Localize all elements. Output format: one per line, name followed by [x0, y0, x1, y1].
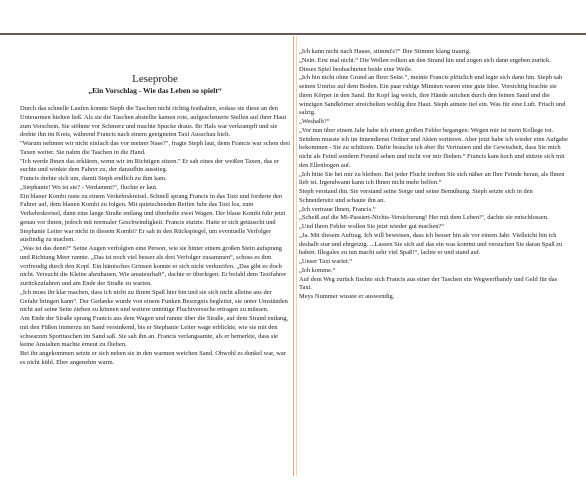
- right-paragraph: „Weshalb?“: [299, 118, 330, 125]
- left-paragraph: Bei ihr angekommen setzte er sich neben sie in den warmen weichen Sand. Obwohl es dunkel war, war es nicht kühl. Eher angenehm warm.: [20, 350, 286, 366]
- right-paragraph: Auf dem Weg zurück fischte sich Francis aus einer der Taschen ein Wegwerfhandy und Geld für das Taxi.: [299, 275, 558, 292]
- right-paragraph: „Ja. Mit diesem Auftrag. Ich will beweisen, dass ich besser bin als vor einem Jahr. Vielleicht bin ich deshalb stur und ehrgeizig. ...Lassen Sie sich auf das ein was kommt und versuchen Sie daran Spaß zu haben. Illegales zu tun macht sehr viel Spaß!“, lachte er und stand auf.: [299, 231, 563, 257]
- right-paragraph: „Ich komme.“: [299, 266, 336, 274]
- right-body: [299, 48, 569, 302]
- left-paragraph: „Ich muss ihr klar machen, dass ich nicht zu ihrem Spaß hier bin und sie sich nicht alleine aus der Gefahr bringen kann“. Der Gedanke wurde von einem Funken Besorgnis begleitet, sie unter Umständen nicht auf seine Seite ziehen zu können und weitere unnötige Fluchtversuche ertragen zu müssen.: [20, 288, 288, 314]
- header-bar: [0, 33, 586, 35]
- right-paragraph: „Ich vertraue Ihnen, Francis.“: [299, 205, 376, 213]
- left-paragraph: Am Ende der Straße sprang Francis aus dem Wagen und rannte über die Straße, auf dem Strand entlang, mit den Füßen immerzu im Sand versinkend, bis er Stephanie Leiter wage erblickte, wie sie mit den schwarzen Sporttaschen im Sand saß. Sie sah ihn an. Francis verlangsamte, als er bemerkte, dass sie keine Anstalten machte erneut zu fliehen.: [20, 315, 289, 349]
- right-paragraph: „Ich bitte Sie bei mir zu bleiben. Bei jeder Flucht treiben Sie sich näher an Ihre Feinde heran, als Ihnen lieb ist. Irgendwann kann ich Ihnen nicht mehr helfen.“: [299, 170, 565, 187]
- right-paragraph: „Unser Taxi wartet.“: [299, 258, 353, 265]
- right-paragraph: „Vor nun über einem Jahr habe ich einen großen Fehler begangen. Wegen mir ist mein Kollege tot. Seitdem musste ich im Innendienst Ordner und Akten sortieren. Aber jetzt habe ich wieder eine Aufgabe bekommen - Sie zu schützen. Dafür brauche ich aber Ihr Vertrauen und die Gewissheit, dass Sie mich nicht als Feind sondern Freund sehen und nicht vor mir fliehen.“ Francis kam hoch und stützte sich mit den Ellenbogen auf.: [299, 126, 568, 169]
- page-title: Leseprobe: [132, 73, 178, 85]
- right-paragraph: „Ich kann nicht nach Hause, stimmt's?“ Ihre Stimme klang traurig.: [299, 48, 471, 55]
- left-paragraph: "Warum nehmen wir nicht einfach das vor meiner Nase?", fragte Steph laut, denn Francis war schon drei Taxen weiter. Sie nahm die Taschen in die Hand.: [20, 140, 291, 156]
- left-paragraph: Ein blauer Kombi raste zu einem Verkehrskreisel. Schnell sprang Francis in das Taxi und forderte den Fahrer auf, dem blauen Kombi zu folgen. Mit quietschenden Reifen fuhr das Taxi los, zum Verkehrskreisel, dann eine lange Straße entlang und überholte zwei Wagen. Der blaue Kombi fuhr jetzt genau vor ihnen, jedoch mit normaler Geschwindigkeit. Francis stutzte. Hatte er sich getäuscht und Stephanie Leiter war nicht in diesem Kombi? Er sah in den Rückspiegel, um eventuelle Verfolger ausfindig zu machen.: [20, 192, 286, 244]
- left-body: [20, 105, 290, 368]
- right-paragraph: „Nein. Erst mal nicht.“ Die Wellen rollten an den Strand hin und zogen sich dann ergeben zurück. Dieses Spiel beobachteten beide eine Weile.: [299, 56, 551, 73]
- page-subtitle: „Ein Vorschlag - Wie das Leben so spielt“: [88, 86, 222, 95]
- left-paragraph: "Ich werde Ihnen das erklären, wenn wir im Richtigen sitzen." Er sah eines der weißen Taxen, das er suchte und winkte dem Fahrer zu, der daraufhin ausstieg.: [20, 157, 279, 174]
- left-page: [20, 48, 290, 493]
- left-paragraph: „Stephanie! Wo ist sie? - Verdammt!“, fluchte er laut.: [20, 183, 158, 191]
- right-paragraph: „Scheiß auf die Mi-Passiert-Nichts-Versicherung! Her mit dem Leben!“, dachte sie entschlossen.: [299, 214, 549, 222]
- left-paragraph: Francis drehte sich um, damit Steph endlich zu ihm kam.: [20, 175, 167, 182]
- right-paragraph: „Und Ihren Fehler wollen Sie jetzt wieder gut machen?“: [299, 223, 445, 230]
- right-paragraph: Steph verstand ihn. Sie verstand seine Sorge und seine Bemühung. Steph setzte sich in den Schneidersitz und schaute ihn an.: [299, 188, 533, 204]
- page-divider: [293, 36, 294, 476]
- right-page: [299, 48, 569, 493]
- right-paragraph: „Ich bin nicht ohne Grund an Ihrer Seite.“, meinte Francis plötzlich und legte sich dann hin. Steph sah seinen Umriss auf dem Boden. Ein paar ruhige Minuten waren eine gute Idee. Vorsichtig brachte sie ihren Körper in den Sand. Ihr Kopf lag weich, ihre Hände strichen durch den feinen Sand und die winzigen Sandkörner streichelten wohlig ihre Haut. Steph atmete tief ein. Was für eine Luft. Frisch und salzig.: [299, 74, 566, 117]
- left-paragraph: Durch das schnelle Laufen konnte Steph die Taschen nicht richtig festhalten, sodass sie diese an den Unterarmen hielten ließ. Als sie die Taschen abstellte kamen rote, aufgescheuerte Stellen auf ihrer Haut zum Vorschein. Sie stöhnte vor Schmerz und machte Spucke draus. Ihr Hals war verkrampft und sie drehte ihn im Kreis, während Francis nach einem geeigneten Taxi Ausschau hielt.: [20, 105, 287, 139]
- right-paragraph: Meys Nummer wusste er auswendig.: [299, 293, 395, 300]
- left-paragraph: „Was ist das denn?“ Seine Augen verfolgten eine Person, wie sie hinter einem großen Stein aufsprang und Richtung Meer rannte. „Das ist noch viel besser als drei Verfolger zusammen“, schoss es ihm vorfreudig durch den Kopf. Ein hämisches Grinsen konnte er sich nicht verkneifen. „Das gibt es doch nicht. Versucht die Kleine abzuhauen. Wie amateurhaft“, dachte er überlegen. Er befahl dem Taxifahrer zurückzufahren und am Ende der Straße zu warten.: [20, 245, 287, 287]
- page-divider-shadow: [296, 36, 297, 476]
